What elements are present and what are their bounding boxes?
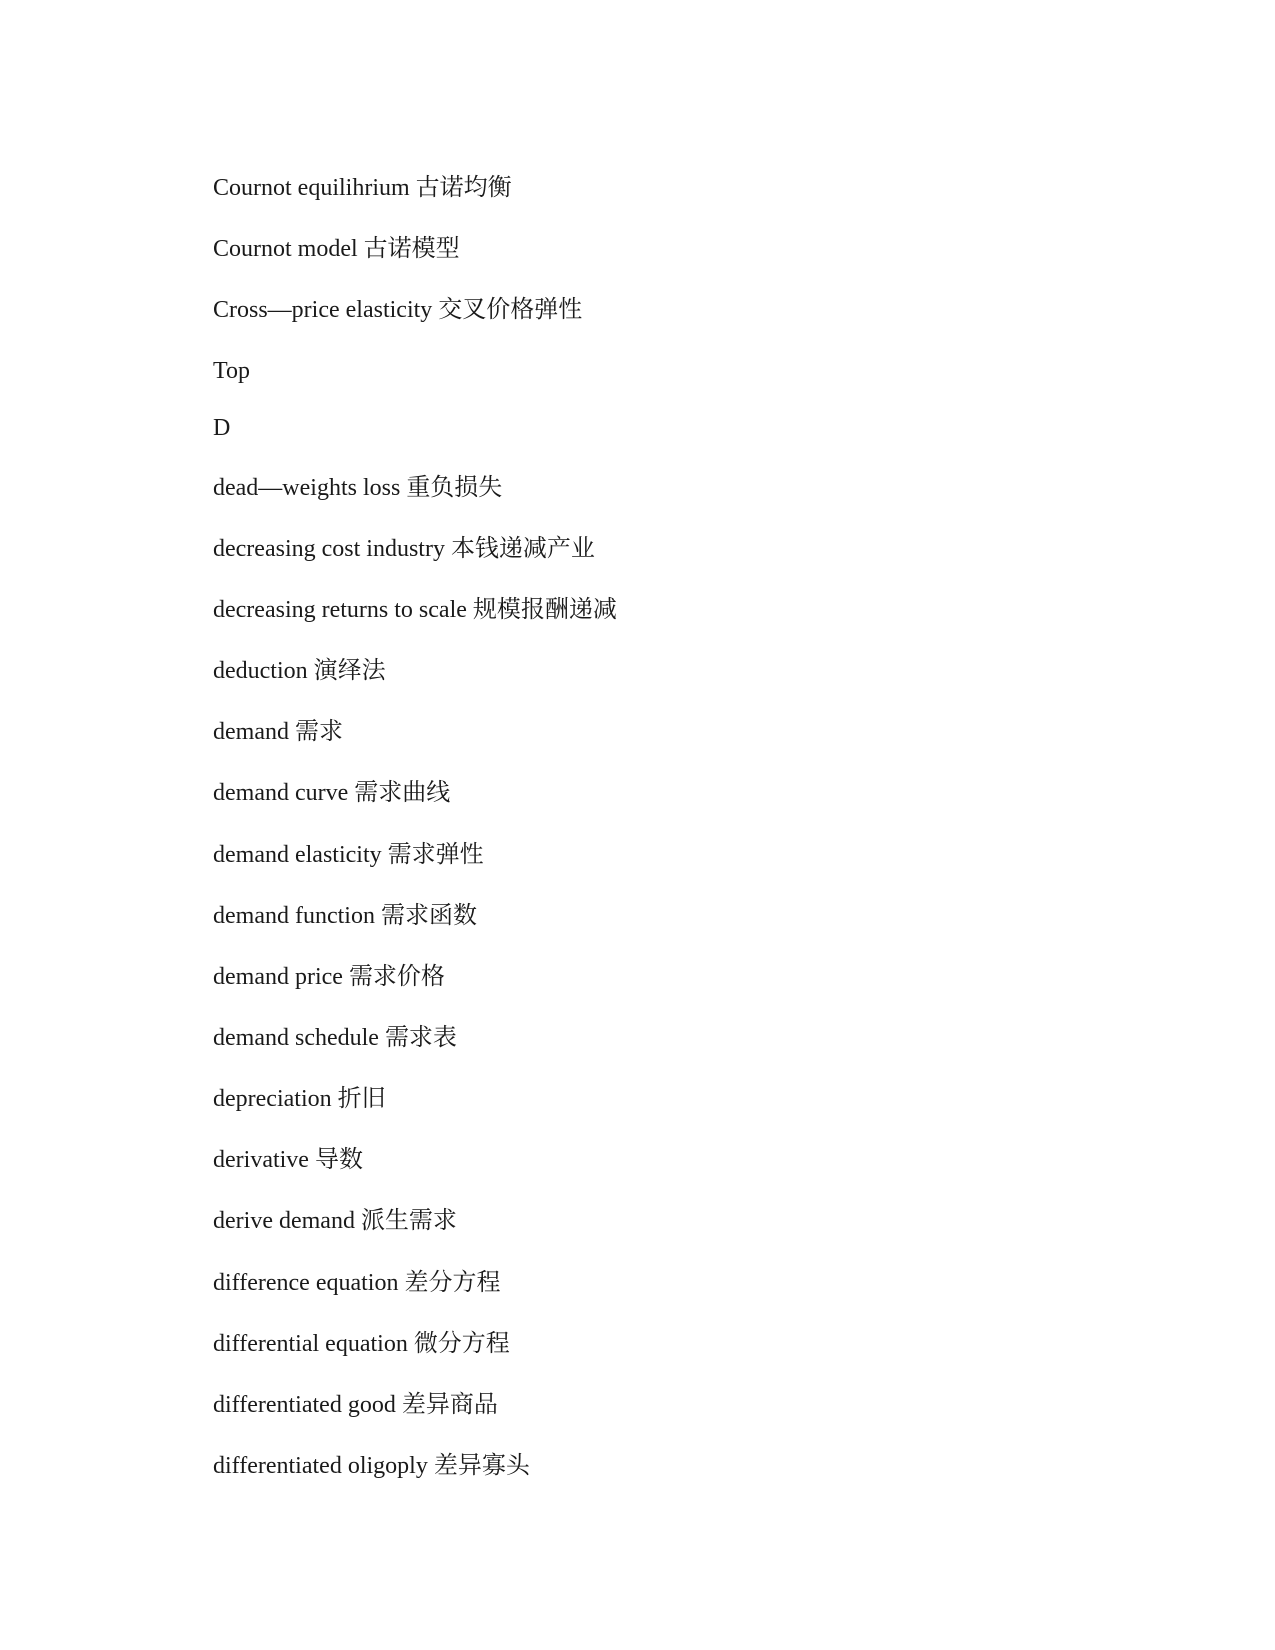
glossary-entry: Cournot equilihrium 古诺均衡 [213,175,512,201]
glossary-entry: demand price 需求价格 [213,964,445,990]
glossary-entry: deduction 演绎法 [213,658,386,684]
glossary-entry: differentiated oligoply 差异寡头 [213,1453,530,1479]
glossary-entry: demand curve 需求曲线 [213,780,451,806]
glossary-entry: differential equation 微分方程 [213,1331,510,1357]
glossary-entry: demand 需求 [213,719,343,745]
glossary-entry: differentiated good 差异商品 [213,1392,498,1418]
glossary-entry: decreasing cost industry 本钱递减产业 [213,536,595,562]
glossary-entry: Cross—price elasticity 交叉价格弹性 [213,297,583,323]
glossary-entry: derivative 导数 [213,1147,363,1173]
glossary-entry: decreasing returns to scale 规模报酬递减 [213,597,617,623]
top-link[interactable]: Top [213,358,250,384]
glossary-entry: derive demand 派生需求 [213,1208,457,1234]
glossary-entry: demand function 需求函数 [213,903,477,929]
glossary-entry: difference equation 差分方程 [213,1270,501,1296]
glossary-entry: dead—weights loss 重负损失 [213,475,503,501]
glossary-entry: depreciation 折旧 [213,1086,386,1112]
glossary-entry: Cournot model 古诺模型 [213,236,460,262]
glossary-entry: demand elasticity 需求弹性 [213,842,484,868]
section-letter: D [213,415,231,441]
glossary-entry: demand schedule 需求表 [213,1025,457,1051]
